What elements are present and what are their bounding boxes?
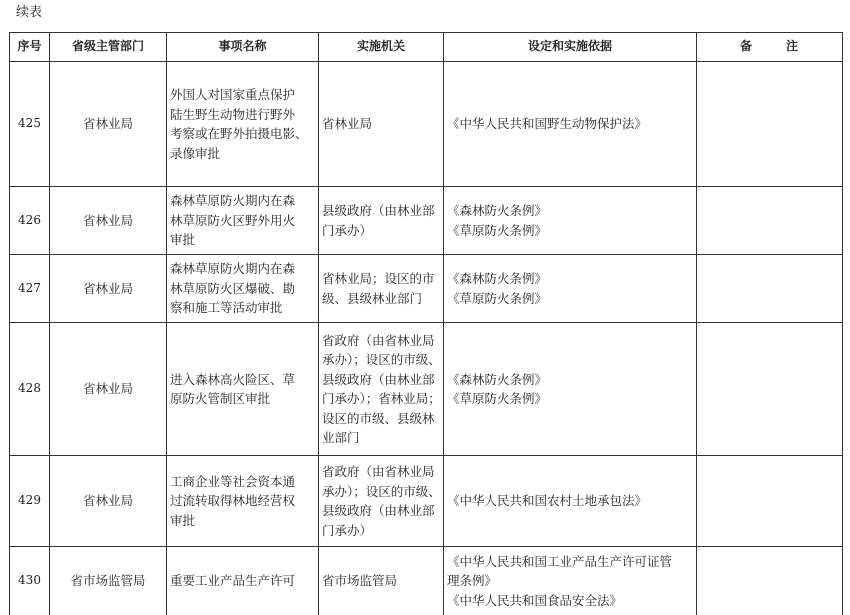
approval-items-table: [9, 32, 843, 615]
cell-item: [167, 255, 319, 323]
basis-line: 《草原防火条例》: [447, 391, 548, 406]
item-line: 审批: [170, 512, 196, 528]
cell-seq: 429: [10, 456, 50, 547]
item-line: 森林草原防火期内在森: [170, 193, 296, 209]
basis-line: 《森林防火条例》: [447, 271, 548, 286]
header-item: 事项名称: [167, 33, 319, 62]
agency-line: 县级政府（由林业部: [322, 503, 435, 518]
header-note: 备注: [697, 33, 843, 62]
cell-seq: 425: [10, 62, 50, 187]
agency-line: 省林业局: [322, 116, 373, 132]
item-line: 原防火管制区审批: [170, 391, 271, 406]
header-basis: 设定和实施依据: [444, 33, 697, 62]
basis-line: 《中华人民共和国食品安全法》: [447, 592, 623, 608]
agency-line: 县级政府（由林业部: [322, 203, 435, 218]
agency-line: 县级政府（由林业部: [322, 371, 435, 387]
agency-line: 省林业局；设区的市: [322, 271, 435, 286]
item-line: 森林草原防火期内在森: [170, 261, 296, 277]
table-row: [10, 187, 843, 255]
header-seq: 序号: [10, 33, 50, 62]
item-line: 审批: [170, 232, 196, 248]
table-row: [10, 62, 843, 187]
agency-line: 承办）；设区的市级、: [322, 352, 441, 367]
cell-agency: [319, 62, 444, 187]
cell-agency: [319, 547, 444, 615]
item-line: 重要工业产品生产许可: [170, 573, 296, 588]
item-line: 过流转取得林地经营权: [170, 493, 296, 509]
cell-department: 省林业局: [50, 187, 167, 255]
basis-line: 《中华人民共和国工业产品生产许可证管: [447, 553, 673, 569]
table-caption: 续表: [16, 5, 43, 20]
cell-note: [697, 547, 843, 615]
cell-note: [697, 187, 843, 255]
basis-line: 《草原防火条例》: [447, 290, 548, 306]
basis-line: 《森林防火条例》: [447, 203, 548, 218]
cell-seq: 428: [10, 323, 50, 456]
cell-seq: 427: [10, 255, 50, 323]
header-department: 省级主管部门: [50, 33, 167, 62]
table-row: [10, 323, 843, 456]
basis-line: 《中华人民共和国野生动物保护法》: [447, 116, 648, 132]
cell-item: [167, 456, 319, 547]
cell-seq: 426: [10, 187, 50, 255]
cell-item: [167, 323, 319, 456]
basis-line: 《中华人民共和国农村土地承包法》: [447, 493, 648, 509]
cell-agency: [319, 323, 444, 456]
basis-line: 《森林防火条例》: [447, 371, 548, 387]
cell-item: [167, 187, 319, 255]
agency-line: 门承办）: [322, 222, 373, 238]
cell-agency: [319, 255, 444, 323]
item-line: 外国人对国家重点保护: [170, 87, 296, 102]
cell-basis: [444, 456, 697, 547]
cell-basis: [444, 62, 697, 187]
cell-note: [697, 62, 843, 187]
item-line: 工商企业等社会资本通: [170, 473, 296, 489]
cell-department: 省市场监管局: [50, 547, 167, 615]
cell-item: [167, 62, 319, 187]
cell-agency: [319, 187, 444, 255]
item-line: 林草原防火区野外用火: [170, 212, 296, 228]
cell-agency: [319, 456, 444, 547]
item-line: 考察或在野外拍摄电影、: [170, 126, 308, 141]
cell-department: 省林业局: [50, 456, 167, 547]
item-line: 林草原防火区爆破、勘: [170, 280, 296, 296]
cell-basis: [444, 547, 697, 615]
agency-line: 省市场监管局: [322, 573, 398, 588]
cell-note: [697, 456, 843, 547]
cell-basis: [444, 187, 697, 255]
item-line: 陆生野生动物进行野外: [170, 106, 296, 122]
cell-note: [697, 323, 843, 456]
agency-line: 省政府（由省林业局: [322, 464, 435, 479]
agency-line: 门承办）；省林业局；: [322, 391, 441, 406]
header-agency: 实施机关: [319, 33, 444, 62]
cell-basis: [444, 255, 697, 323]
cell-basis: [444, 323, 697, 456]
item-line: 录像审批: [170, 145, 221, 161]
cell-note: [697, 255, 843, 323]
cell-department: 省林业局: [50, 323, 167, 456]
cell-seq: 430: [10, 547, 50, 615]
agency-line: 设区的市级、县级林: [322, 410, 435, 426]
table-row: [10, 547, 843, 615]
table-row: [10, 456, 843, 547]
cell-department: 省林业局: [50, 62, 167, 187]
agency-line: 业部门: [322, 430, 360, 445]
agency-line: 级、县级林业部门: [322, 290, 423, 306]
agency-line: 门承办）: [322, 522, 373, 538]
agency-line: 承办）；设区的市级、: [322, 483, 441, 499]
agency-line: 省政府（由省林业局: [322, 332, 435, 348]
table-header-row: [10, 33, 843, 62]
basis-line: 《草原防火条例》: [447, 222, 548, 238]
cell-item: [167, 547, 319, 615]
item-line: 进入森林高火险区、草: [170, 371, 296, 387]
cell-department: 省林业局: [50, 255, 167, 323]
basis-line: 理条例》: [447, 573, 498, 588]
table-row: [10, 255, 843, 323]
item-line: 察和施工等活动审批: [170, 300, 283, 316]
